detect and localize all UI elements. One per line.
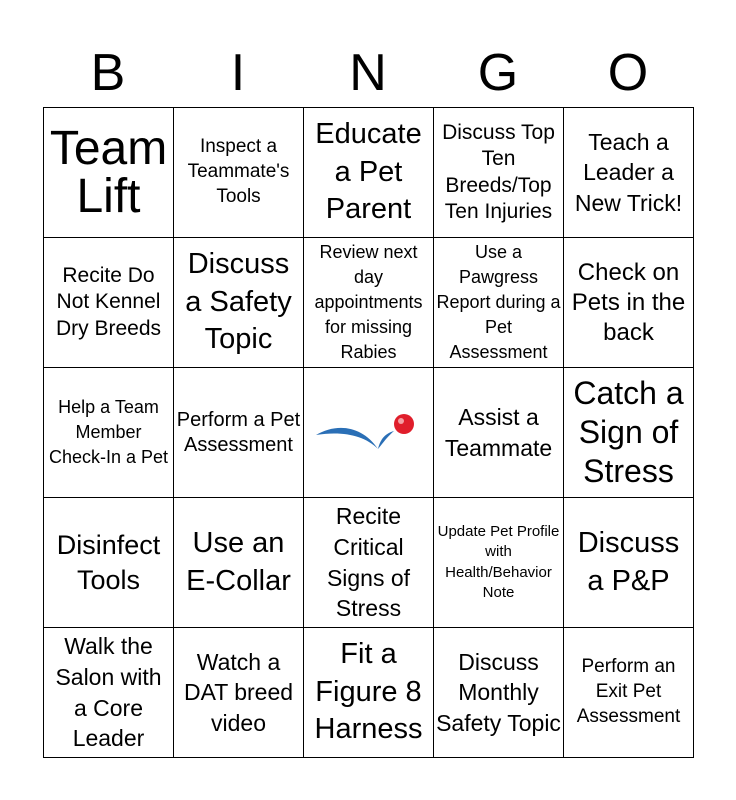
bingo-cell[interactable] (304, 498, 434, 628)
bingo-cell[interactable] (564, 238, 694, 368)
bingo-cell[interactable] (304, 628, 434, 758)
bingo-cell[interactable] (174, 238, 304, 368)
cell-text: Recite Do Not Kennel Dry Breeds (55, 264, 162, 340)
bingo-cell[interactable] (564, 498, 694, 628)
bingo-cell[interactable] (434, 628, 564, 758)
bingo-cell[interactable] (434, 498, 564, 628)
cell-text: Inspect a Teammate's Tools (187, 136, 290, 207)
cell-text: Use a Pawgress Report during a Pet Assessment (436, 242, 561, 362)
bingo-cell[interactable] (304, 238, 434, 368)
cell-text: Walk the Salon with a Core Leader (55, 633, 162, 752)
bingo-header (43, 40, 693, 106)
cell-text: Discuss Top Ten Breeds/Top Ten Injuries (442, 121, 555, 223)
logo-ball-highlight (398, 418, 404, 424)
cell-text: Watch a DAT breed video (183, 648, 294, 736)
logo-swoosh-right (378, 431, 394, 449)
bingo-cell[interactable] (564, 368, 694, 498)
bingo-cell[interactable] (44, 498, 174, 628)
cell-text: Disinfect Tools (56, 530, 161, 595)
bingo-cell[interactable] (44, 238, 174, 368)
cell-text: Use an E-Collar (186, 526, 291, 597)
cell-text: Update Pet Profile with Health/Behavior Note (437, 523, 560, 601)
bingo-cell[interactable] (564, 108, 694, 238)
header-letter-n: N (349, 44, 387, 102)
cell-text: Educate a Pet Parent (315, 117, 422, 226)
cell-text: Check on Pets in the back (571, 258, 686, 346)
bingo-cell[interactable] (434, 108, 564, 238)
bingo-board (43, 107, 694, 758)
cell-text: Perform a Pet Assessment (176, 408, 301, 456)
cell-text: Help a Team Member Check-In a Pet (48, 397, 169, 467)
bingo-cell[interactable] (174, 108, 304, 238)
cell-text: Discuss a Safety Topic (185, 247, 292, 356)
bingo-cell[interactable] (434, 238, 564, 368)
bingo-cell[interactable] (44, 108, 174, 238)
bingo-cell[interactable] (174, 628, 304, 758)
bingo-cell[interactable] (434, 368, 564, 498)
cell-text: Fit a Figure 8 Harness (314, 637, 423, 746)
cell-text: Discuss a P&P (577, 526, 680, 597)
cell-text: Perform an Exit Pet Assessment (576, 656, 681, 727)
logo-icon (314, 403, 424, 463)
bingo-cell[interactable] (564, 628, 694, 758)
cell-text: Recite Critical Signs of Stress (326, 503, 411, 622)
cell-text: Discuss Monthly Safety Topic (436, 648, 561, 736)
cell-text: Team Lift (49, 121, 168, 223)
bingo-cell[interactable] (44, 368, 174, 498)
cell-text: Assist a Teammate (444, 403, 553, 461)
logo-ball (394, 414, 414, 434)
cell-text: Teach a Leader a New Trick! (574, 128, 683, 216)
header-letter-b: B (90, 44, 126, 102)
cell-text: Review next day appointments for missing Rabies (314, 242, 423, 362)
bingo-cell[interactable] (174, 498, 304, 628)
bingo-cell[interactable] (304, 108, 434, 238)
free-space[interactable] (304, 368, 434, 498)
header-letter-o: O (607, 44, 649, 102)
bingo-cell[interactable] (44, 628, 174, 758)
logo-swoosh-left (316, 427, 378, 448)
cell-text: Catch a Sign of Stress (573, 374, 684, 490)
header-letter-i: I (230, 44, 246, 102)
bingo-cell[interactable] (174, 368, 304, 498)
header-letter-g: G (477, 44, 519, 102)
